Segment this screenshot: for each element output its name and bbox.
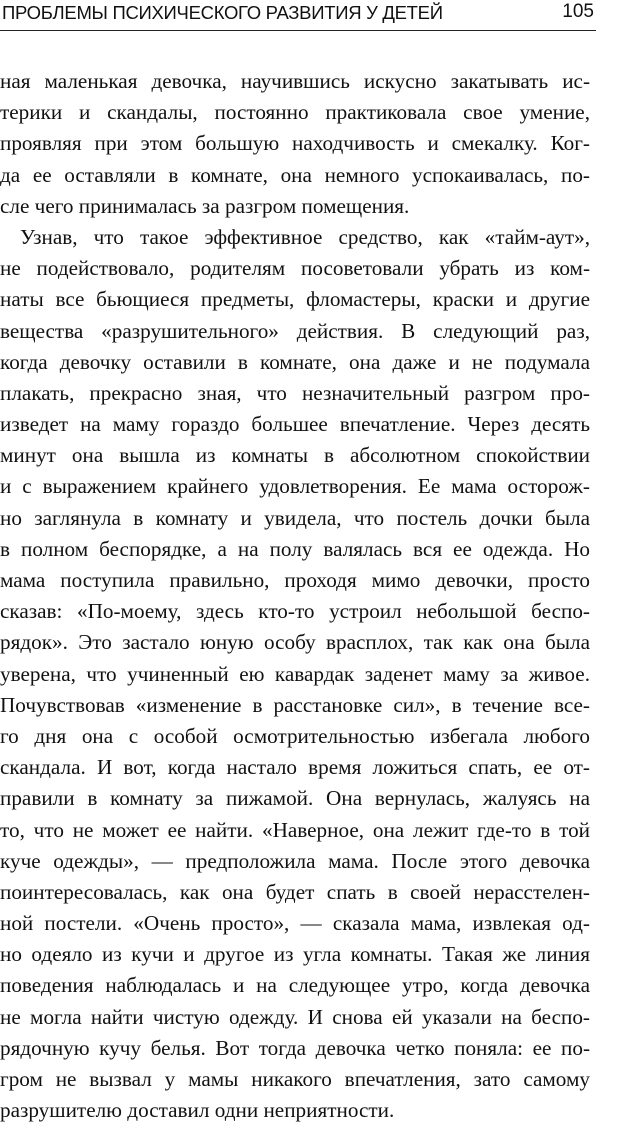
body-text — [0, 66, 590, 1126]
text-line: да ее оставляли в комнате, она немного успокаивалась, по- — [0, 162, 590, 187]
text-line: ная маленькая девочка, научившись искусно закатывать ис- — [0, 69, 590, 93]
running-title: ПРОБЛЕМЫ ПСИХИЧЕСКОГО РАЗВИТИЯ У ДЕТЕЙ — [2, 2, 443, 23]
text-line: не подействовало, родителям посоветовали убрать из ком- — [0, 256, 590, 281]
text-line: вещества «разрушительного» действия. В следующий раз, — [0, 318, 590, 343]
text-line: ной постели. «Очень просто», — сказала мама, извлекая од- — [0, 911, 590, 936]
text-line: проявляя при этом большую находчивость и смекалку. Ког- — [0, 131, 590, 156]
text-line: сказав: «По-моему, здесь кто-то устроил небольшой беспо- — [0, 599, 590, 624]
text-line: поинтересовалась, как она будет спать в своей нерасстелен- — [0, 879, 590, 904]
page-number: 105 — [562, 1, 594, 22]
text-line: терики и скандалы, постоянно практиковала свое умение, — [0, 100, 590, 125]
text-line: рядочную кучу белья. Вот тогда девочка четко поняла: ее по- — [0, 1035, 590, 1060]
text-line: рядок». Это застало юную особу врасплох, так как она была — [0, 630, 590, 655]
text-line: поведения наблюдалась и на следующее утро, когда девочка — [0, 973, 590, 998]
paragraph-1 — [0, 66, 590, 222]
text-line: не могла найти чистую одежду. И снова ей указали на беспо- — [0, 1004, 590, 1029]
text-line: минут она вышла из комнаты в абсолютном спокойствии — [0, 443, 590, 468]
text-line: правили в комнату за пижамой. Она вернулась, жалуясь на — [0, 786, 590, 811]
text-line: куче одежды», — предположила мама. После этого девочка — [0, 848, 590, 873]
text-line: но заглянула в комнату и увидела, что постель дочки была — [0, 505, 590, 530]
text-line: го дня она с особой осмотрительностью избегала любого — [0, 723, 590, 748]
running-header — [0, 0, 596, 31]
text-line: гром не вызвал у мамы никакого впечатления, зато самому — [0, 1067, 590, 1091]
text-line: уверена, что учиненный ею кавардак заденет маму за живое. — [0, 661, 590, 686]
text-line: Почувствовав «изменение в расстановке сил», в течение все- — [0, 692, 590, 717]
text-line: но одеяло из кучи и другое из угла комнаты. Такая же линия — [0, 942, 590, 967]
text-line: сле чего принималась за разгром помещения. — [0, 193, 410, 218]
text-line: изведет на маму гораздо большее впечатление. Через десять — [0, 412, 590, 437]
paragraph-2 — [0, 222, 590, 1126]
text-line: то, что не может ее найти. «Наверное, она лежит где-то в той — [0, 817, 590, 842]
text-line: наты все бьющиеся предметы, фломастеры, краски и другие — [0, 287, 590, 312]
text-line: плакать, прекрасно зная, что незначительный разгром про- — [0, 380, 590, 405]
text-line: разрушителю доставил одни неприятности. — [0, 1098, 395, 1123]
text-line: когда девочку оставили в комнате, она даже и не подумала — [0, 349, 590, 374]
text-line: Узнав, что такое эффективное средство, как «тайм-аут», — [20, 224, 590, 249]
text-line: в полном беспорядке, а на полу валялась вся ее одежда. Но — [0, 536, 590, 561]
text-line: мама поступила правильно, проходя мимо девочки, просто — [0, 568, 590, 592]
text-line: и с выражением крайнего удовлетворения. Ее мама осторож- — [0, 474, 590, 499]
text-line: скандала. И вот, когда настало время ложиться спать, ее от- — [0, 755, 590, 780]
